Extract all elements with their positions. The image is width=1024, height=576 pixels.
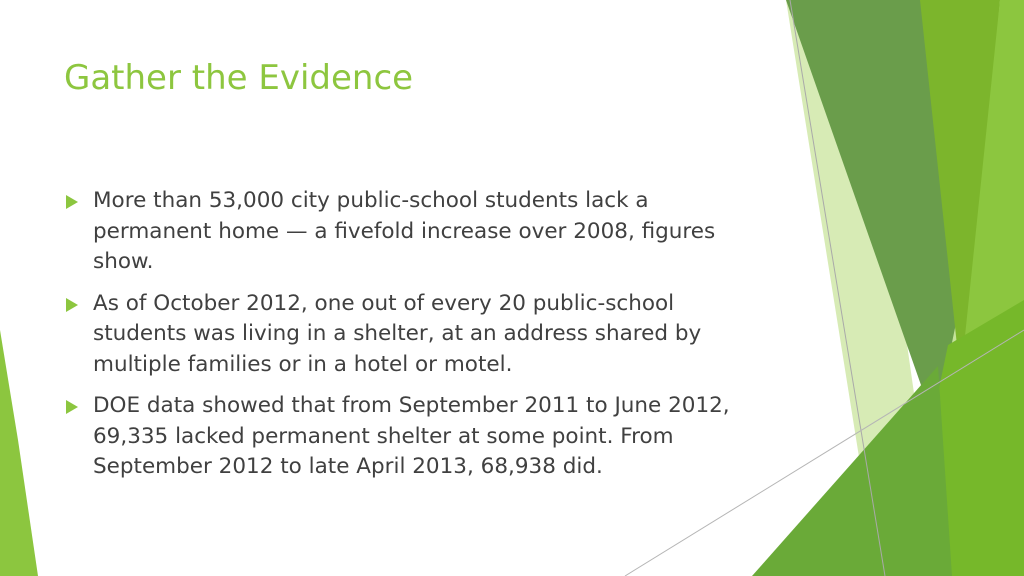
bullet-text: DOE data showed that from September 2011 to June 2012, 69,335 lacked permanent shelter at some point. From September 2012 to late April 2013, 68,938 did. (93, 393, 730, 479)
facet-left-corner (0, 330, 38, 576)
bullet-list (64, 186, 764, 494)
triangle-right-icon (66, 400, 78, 414)
triangle-right-icon (66, 298, 78, 312)
bullet-text: More than 53,000 city public-school students lack a permanent home — a fivefold increase over 2008, figures show. (93, 188, 716, 274)
bullet-text: As of October 2012, one out of every 20 public-school students was living in a shelter, at an address shared by multiple families or in a hotel or motel. (93, 290, 702, 377)
triangle-right-icon (66, 195, 78, 209)
bullet-item (64, 391, 764, 483)
slide-title: Gather the Evidence (64, 58, 414, 98)
bullet-item (64, 289, 764, 381)
bullet-item (64, 186, 764, 278)
